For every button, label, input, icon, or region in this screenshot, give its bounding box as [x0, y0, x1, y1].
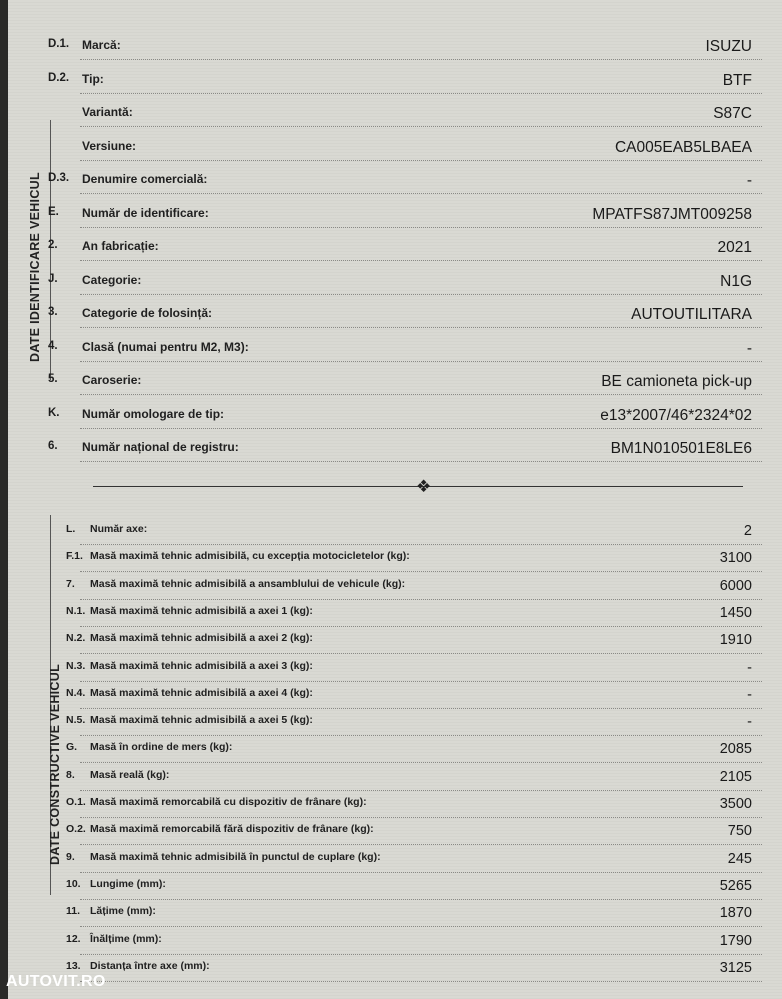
field-row	[8, 273, 782, 297]
field-value: BE camioneta pick-up	[601, 373, 752, 390]
field-label: Caroserie:	[82, 373, 142, 387]
field-code: K.	[48, 406, 60, 419]
field-value: BTF	[722, 71, 752, 89]
field-value: -	[746, 339, 752, 357]
field-value: 3100	[719, 550, 752, 567]
field-value: 1870	[719, 905, 752, 922]
field-code: O.2.	[66, 823, 86, 836]
field-code: 12.	[66, 932, 81, 945]
field-label: Masă maximă tehnic admisibilă în punctul de cuplare (kg):	[90, 850, 381, 863]
field-value: 750	[727, 823, 752, 840]
field-value: -	[747, 714, 752, 731]
field-label: Număr de identificare:	[82, 205, 209, 220]
field-code: N.2.	[66, 632, 86, 645]
field-label: Masă maximă remorcabilă cu dispozitiv de frânare (kg):	[90, 796, 367, 808]
dotted-leader	[80, 926, 762, 927]
field-row	[8, 38, 782, 62]
field-row	[8, 933, 782, 957]
field-label: Număr omologare de tip:	[82, 406, 225, 421]
dotted-leader	[80, 626, 762, 627]
field-value: 2085	[719, 741, 752, 758]
field-label: Masă maximă tehnic admisibilă a axei 5 (kg):	[90, 714, 313, 727]
field-label: Tip:	[82, 71, 104, 86]
field-value: AUTOUTILITARA	[631, 306, 752, 323]
field-row	[8, 407, 782, 431]
field-label: Masă maximă tehnic admisibilă a axei 4 (kg):	[90, 686, 313, 699]
field-row	[8, 206, 782, 230]
field-label: Înălțime (mm):	[90, 932, 162, 945]
field-label: Distanța între axe (mm):	[90, 959, 210, 972]
dotted-leader	[80, 361, 762, 362]
field-row	[8, 440, 782, 464]
dotted-leader	[80, 571, 762, 572]
field-label: Masă reală (kg):	[90, 768, 170, 781]
field-code: J.	[48, 272, 58, 285]
field-value: ISUZU	[705, 38, 752, 55]
field-code: N.3.	[66, 659, 86, 672]
field-code: 9.	[66, 850, 75, 863]
dotted-leader	[80, 708, 762, 709]
field-code: 13.	[66, 959, 81, 972]
field-code: 4.	[48, 339, 58, 352]
field-value: 3500	[719, 796, 752, 812]
field-row	[8, 769, 782, 793]
field-code: 7.	[66, 577, 75, 590]
field-row	[8, 373, 782, 397]
field-row	[8, 960, 782, 984]
field-label: Masă maximă tehnic admisibilă, cu excepția motocicletelor (kg):	[90, 550, 410, 563]
dotted-leader	[80, 93, 762, 94]
field-row	[8, 550, 782, 574]
field-value: 1450	[719, 604, 752, 621]
field-code: 10.	[66, 877, 81, 890]
field-label: Marcă:	[82, 38, 121, 52]
dotted-leader	[80, 260, 762, 261]
field-value: 2	[743, 523, 752, 539]
dotted-leader	[80, 394, 762, 395]
section2-title: DATE CONSTRUCTIVE VEHICUL	[48, 663, 62, 865]
field-code: 2.	[48, 239, 58, 251]
field-value: 245	[727, 850, 752, 867]
field-label: Număr axe:	[90, 523, 148, 535]
field-row	[8, 139, 782, 163]
field-value: e13*2007/46*2324*02	[600, 406, 752, 424]
section1-title: DATE IDENTIFICARE VEHICUL	[28, 172, 42, 362]
field-label: Variantă:	[82, 105, 133, 119]
field-code: 11.	[66, 905, 81, 918]
field-label: Masă maximă tehnic admisibilă a axei 2 (kg):	[90, 632, 313, 645]
dotted-leader	[80, 817, 762, 818]
field-code: G.	[66, 741, 78, 754]
field-row	[8, 851, 782, 875]
field-code: 6.	[48, 440, 58, 452]
field-label: Clasă (numai pentru M2, M3):	[82, 339, 249, 354]
field-value: 1790	[719, 932, 752, 949]
field-value: 5265	[719, 877, 752, 894]
field-value: MPATFS87JMT009258	[592, 205, 752, 223]
field-code: N.5.	[66, 714, 86, 727]
field-row	[8, 523, 782, 547]
field-value: CA005EAB5LBAEA	[614, 138, 752, 156]
field-label: Număr național de registru:	[82, 440, 239, 454]
field-code: D.1.	[48, 38, 70, 50]
dotted-leader	[80, 599, 762, 600]
dotted-leader	[80, 762, 762, 763]
field-row	[8, 632, 782, 656]
field-row	[8, 687, 782, 711]
field-label: Lățime (mm):	[90, 905, 156, 918]
field-code: D.2.	[48, 71, 70, 84]
field-code: O.1.	[66, 796, 86, 808]
field-row	[8, 823, 782, 847]
dotted-leader	[80, 544, 762, 545]
field-row	[8, 105, 782, 129]
field-row	[8, 905, 782, 929]
field-row	[8, 714, 782, 738]
field-row	[8, 578, 782, 602]
field-code: N.1.	[66, 604, 86, 617]
field-label: Masă maximă tehnic admisibilă a axei 3 (kg):	[90, 659, 313, 672]
field-value: BM1N010501E8LE6	[610, 440, 752, 457]
dotted-leader	[80, 872, 762, 873]
field-value: 3125	[719, 959, 752, 976]
field-code: D.3.	[48, 172, 70, 184]
field-row	[8, 239, 782, 263]
field-label: Masă maximă tehnic admisibilă a ansamblului de vehicule (kg):	[90, 577, 406, 590]
field-value: -	[747, 686, 752, 703]
field-row	[8, 660, 782, 684]
field-label: Masă în ordine de mers (kg):	[90, 741, 233, 754]
field-value: 6000	[719, 577, 752, 594]
field-label: Categorie de folosință:	[82, 306, 213, 320]
dotted-leader	[80, 954, 762, 955]
field-label: Lungime (mm):	[90, 877, 166, 890]
field-row	[8, 878, 782, 902]
field-row	[8, 72, 782, 96]
dotted-leader	[80, 981, 762, 982]
field-value: 1910	[719, 632, 752, 649]
dotted-leader	[80, 160, 762, 161]
field-label: Versiune:	[82, 138, 137, 153]
field-row	[8, 306, 782, 330]
field-code: 3.	[48, 306, 58, 318]
field-value: -	[746, 172, 752, 189]
field-value: S87C	[713, 105, 752, 122]
field-code: 8.	[66, 768, 75, 781]
dotted-leader	[80, 844, 762, 845]
field-code: N.4.	[66, 686, 86, 699]
field-row	[8, 172, 782, 196]
field-value: -	[747, 659, 752, 676]
dotted-leader	[80, 227, 762, 228]
dotted-leader	[80, 681, 762, 682]
field-code: F.1.	[66, 550, 83, 563]
field-code: E.	[48, 205, 59, 218]
field-value: N1G	[720, 272, 752, 290]
dotted-leader	[80, 735, 762, 736]
watermark-logo: AUTOVIT.RO	[6, 973, 106, 990]
field-label: An fabricație:	[82, 239, 159, 253]
field-value: 2021	[717, 239, 752, 256]
dotted-leader	[80, 126, 762, 127]
dotted-leader	[80, 327, 762, 328]
field-label: Masă maximă tehnic admisibilă a axei 1 (kg):	[90, 604, 313, 617]
field-value: 2105	[719, 768, 752, 785]
field-label: Masă maximă remorcabilă fără dispozitiv de frânare (kg):	[90, 823, 374, 836]
field-row	[8, 741, 782, 765]
field-code: L.	[66, 523, 76, 535]
dotted-leader	[80, 428, 762, 429]
field-label: Denumire comercială:	[82, 172, 208, 186]
field-row	[8, 340, 782, 364]
field-label: Categorie:	[82, 272, 142, 287]
registration-document	[8, 0, 782, 999]
dotted-leader	[80, 790, 762, 791]
field-code: 5.	[48, 373, 58, 385]
dotted-leader	[80, 653, 762, 654]
dotted-leader	[80, 59, 762, 60]
field-row	[8, 796, 782, 820]
field-row	[8, 605, 782, 629]
dotted-leader	[80, 193, 762, 194]
ornament-icon: ❖	[416, 477, 432, 496]
dotted-leader	[80, 461, 762, 462]
dotted-leader	[80, 899, 762, 900]
dotted-leader	[80, 294, 762, 295]
